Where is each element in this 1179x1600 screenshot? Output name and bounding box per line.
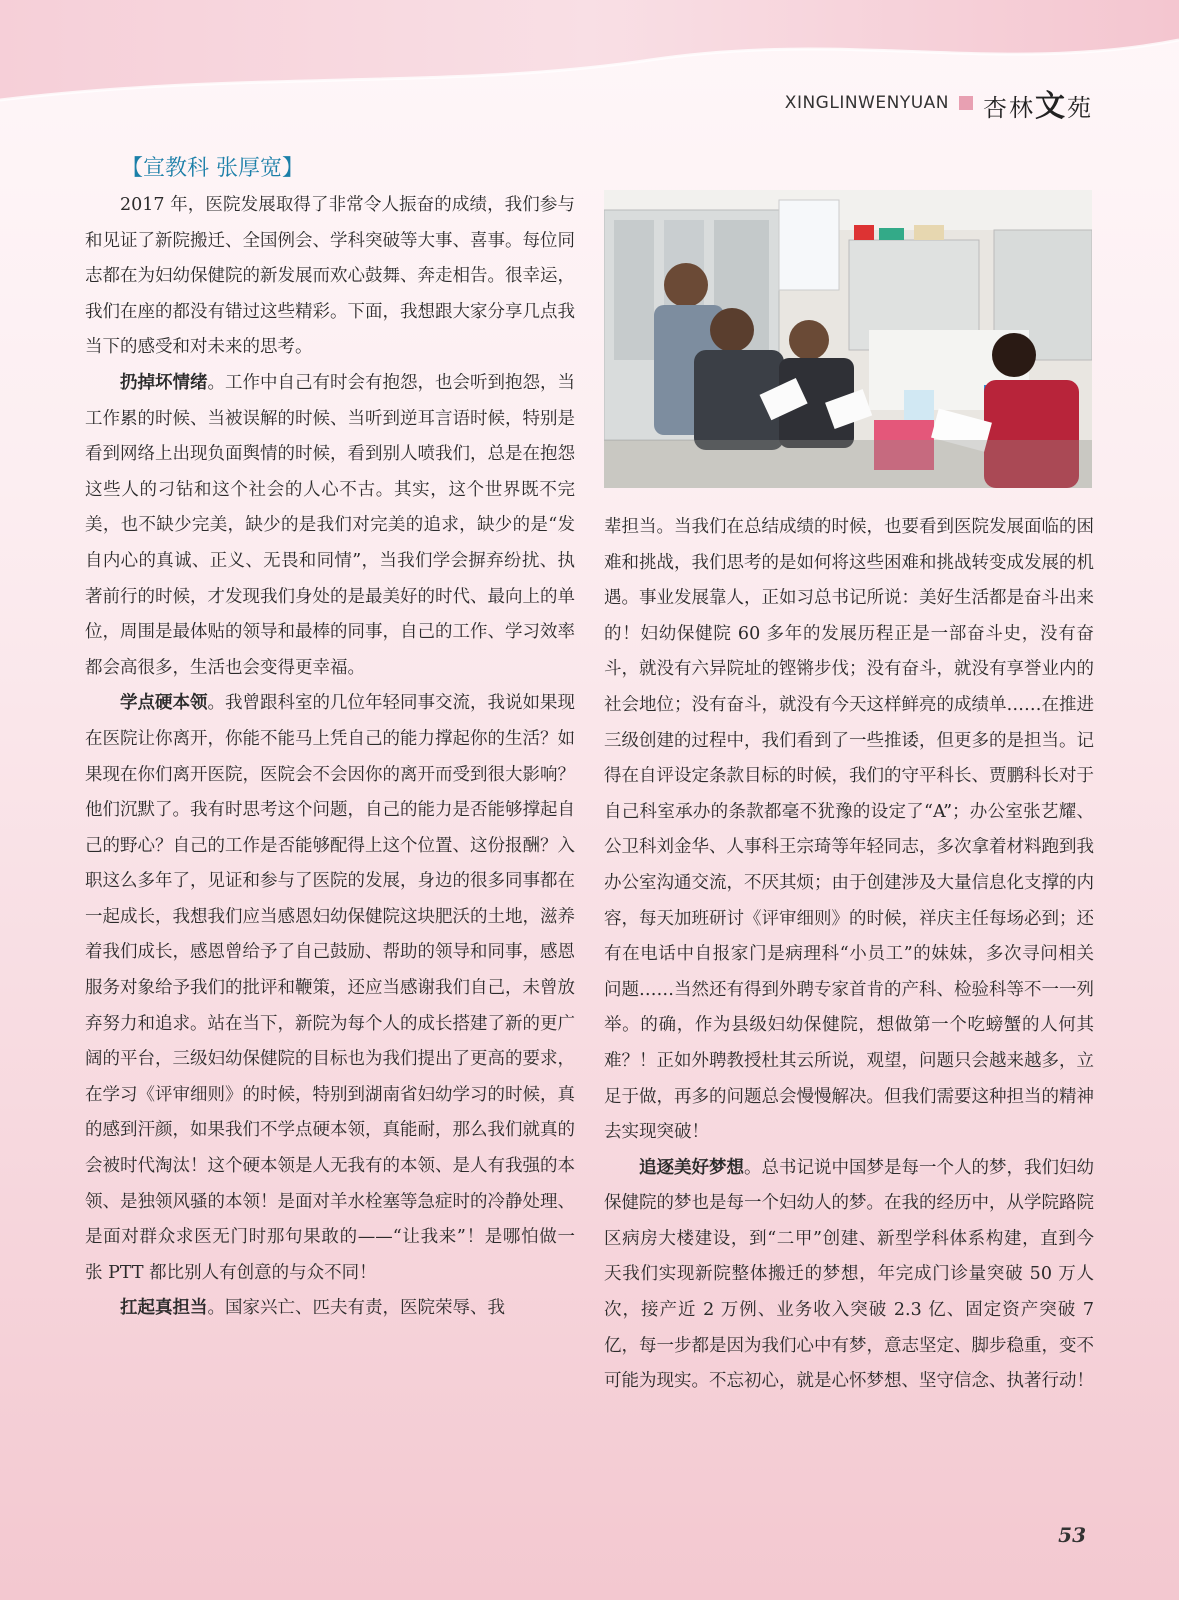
header-title-part2: 苑 [1067, 94, 1093, 122]
header-title-part1: 杏林 [983, 94, 1035, 122]
running-header [784, 86, 1093, 124]
paragraph-responsibility-cont: 辈担当。当我们在总结成绩的时候，也要看到医院发展面临的困难和挑战，我们思考的是如何将这些困难和挑战转变成发展的机遇。事业发展靠人，正如习总书记所说：美好生活都是奋斗出来的！妇幼保健院 60 多年的发展历程正是一部奋斗史，没有奋斗，就没有六异院址的铿锵步伐；没有奋斗，就没有享誉业内的社会地位；没有奋斗，就没有今天这样鲜亮的成绩单……在推进三级创建的过程中，我们看到了一些推诿，但更多的是担当。记得在自评设定条款目标的时候，我们的守平科长、贾鹏科长对于自己科室承办的条款都毫不犹豫的设定了“A”；办公室张艺耀、公卫科刘金华、人事科王宗琦等年轻同志，多次拿着材料跑到我办公室沟通交流，不厌其烦；由于创建涉及大量信息化支撑的内容，每天加班研讨《评审细则》的时候，祥庆主任每场必到；还有在电话中自报家门是病理科“小员工”的妹妹，多次寻问相关问题……当然还有得到外聘专家首肯的产科、检验科等不一一列举。的确，作为县级妇幼保健院，想做第一个吃螃蟹的人何其难？！正如外聘教授杜其云所说，观望，问题只会越来越多，立足于做，再多的问题总会慢慢解决。但我们需要这种担当的精神去实现突破！ [604, 517, 1094, 1143]
header-square-icon [959, 96, 973, 110]
keyword-bad-mood: 扔掉坏情绪 [120, 372, 208, 393]
keyword-responsibility: 扛起真担当 [120, 1298, 208, 1319]
intro-paragraph: 2017 年，医院发展取得了非常令人振奋的成绩，我们参与和见证了新院搬迁、全国例会、学科突破等大事、喜事。每位同志都在为妇幼保健院的新发展而欢心鼓舞、奔走相告。很幸运，我们在座的都没有错过这些精彩。下面，我想跟大家分享几点我当下的感受和对未来的思考。 [85, 195, 575, 358]
text-bad-mood: 。工作中自己有时会有抱怨，也会听到抱怨，当工作累的时候、当被误解的时候、当听到逆耳言语时候，特别是看到网络上出现负面舆情的时候，看到别人喷我们，总是在抱怨这些人的刁钻和这个社会的人心不古。其实，这个世界既不完美，也不缺少完美，缺少的是我们对完美的追求，缺少的是“发自内心的真诚、正义、无畏和同情”，当我们学会摒弃纷扰、执著前行的时候，才发现我们身处的是最美好的时代、最向上的单位，周围是最体贴的领导和最棒的同事，自己的工作、学习效率都会高很多，生活也会变得更幸福。 [85, 372, 575, 678]
left-column [85, 150, 575, 1327]
paragraph-bad-mood [85, 366, 575, 686]
right-column [604, 510, 1094, 1400]
text-responsibility-start: 。国家兴亡、匹夫有责，医院荣辱、我 [207, 1298, 505, 1319]
text-dream: 。总书记说中国梦是每一个人的梦，我们妇幼保健院的梦也是每一个妇幼人的梦。在我的经历中，从学院路院区病房大楼建设，到“二甲”创建、新型学科体系构建，直到今天我们实现新院整体搬迁的梦想，年完成门诊量突破 50 万人次，接产近 2 万例、业务收入突破 2.3 亿、固定资产突破 7 亿，每一步都是因为我们心中有梦，意志坚定、脚步稳重，变不可能为现实。不忘初心，就是心怀梦想、坚守信念、执著行动！ [604, 1157, 1094, 1392]
paragraph-dream [604, 1151, 1094, 1400]
meeting-photo [604, 190, 1092, 488]
header-title [983, 81, 1093, 125]
page-number: 53 [1058, 1523, 1086, 1547]
text-hard-skill: 。我曾跟科室的几位年轻同事交流，我说如果现在医院让你离开，你能不能马上凭自己的能力撑起你的生活？如果现在你们离开医院，医院会不会因你的离开而受到很大影响？他们沉默了。我有时思考这个问题，自己的能力是否能够撑起自己的野心？自己的工作是否能够配得上这个位置、这份报酬？入职这么多年了，见证和参与了医院的发展，身边的很多同事都在一起成长，我想我们应当感恩妇幼保健院这块肥沃的土地，滋养着我们成长，感恩曾给予了自己鼓励、帮助的领导和同事，感恩服务对象给予我们的批评和鞭策，还应当感谢我们自己，未曾放弃努力和追求。站在当下，新院为每个人的成长搭建了新的更广阔的平台，三级妇幼保健院的目标也为我们提出了更高的要求，在学习《评审细则》的时候，特别到湖南省妇幼学习的时候，真的感到汗颜，如果我们不学点硬本领，真能耐，那么我们就真的会被时代淘汰！这个硬本领是人无我有的本领、是人有我强的本领、是独领风骚的本领！是面对羊水栓塞等急症时的冷静处理、是面对群众求医无门时那句果敢的——“让我来”！是哪怕做一张 PTT 都比别人有创意的与众不同！ [85, 693, 575, 1283]
header-pinyin: XINGLINWENYUAN [784, 93, 949, 113]
paragraph-responsibility-start [85, 1291, 575, 1327]
keyword-dream: 追逐美好梦想 [639, 1157, 744, 1178]
paragraph-hard-skill [85, 686, 575, 1291]
keyword-hard-skill: 学点硬本领 [120, 693, 208, 714]
header-title-big: 文 [1035, 89, 1067, 124]
section-title: 【宣教科 张厚宽】 [121, 156, 304, 181]
